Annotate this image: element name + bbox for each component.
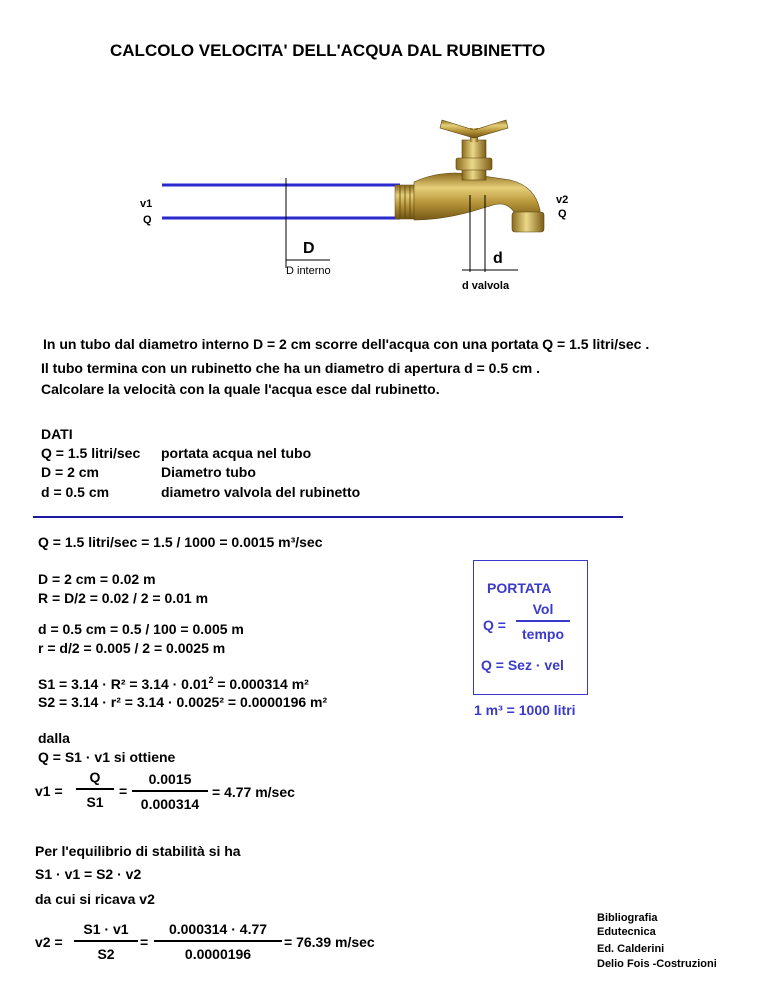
problem-line-2: Il tubo termina con un rubinetto che ha un diametro di apertura d = 0.5 cm . [41,360,541,376]
v1-fraction-symbolic: Q S1 [76,769,114,810]
biblio-heading: Bibliografia [597,912,658,924]
biblio-line-2: Ed. Calderini [597,943,665,955]
continuity-equation: S1 · v1 = S2 · v2 [35,866,142,882]
dati-q-expr: Q = 1.5 litri/sec [41,445,141,461]
section-divider [33,516,623,518]
dati-D-desc: Diametro tubo [161,464,256,480]
portata-fraction: Vol tempo [516,601,570,642]
dati-q-desc: portata acqua nel tubo [161,445,312,461]
v1-result: = 4.77 m/sec [212,784,295,800]
ricava-label: da cui si ricava v2 [35,891,155,907]
v2-result: = 76.39 m/sec [284,934,375,950]
pipe-and-faucet-drawing [0,100,776,300]
v1-fraction-numeric: 0.0015 0.000314 [132,771,208,812]
d-valvola-label: d valvola [462,280,510,292]
q-conversion: Q = 1.5 litri/sec = 1.5 / 1000 = 0.0015 m³/sec [38,534,323,550]
R-calculation: R = D/2 = 0.02 / 2 = 0.01 m [38,590,209,606]
v1-lhs: v1 = [35,783,63,799]
q-right-label: Q [558,208,567,220]
v1-label: v1 [140,198,153,210]
r-calculation: r = d/2 = 0.005 / 2 = 0.0025 m [38,640,226,656]
dati-heading: DATI [41,426,73,442]
d-symbol: d [493,250,503,267]
problem-line-3: Calcolare la velocità con la quale l'acqua esce dal rubinetto. [41,381,440,397]
q-left-label: Q [143,214,152,226]
D-symbol: D [303,240,315,257]
portata-heading: PORTATA [487,580,552,596]
biblio-line-1: Edutecnica [597,926,656,938]
v2-fraction-numeric: 0.000314 · 4.77 0.0000196 [154,921,282,962]
portata-formula: Q = Sez · vel [481,657,564,673]
d-conversion: d = 0.5 cm = 0.5 / 100 = 0.005 m [38,621,244,637]
s1-formula: $S1 = 3.14 \cdot R^2 = 3.14 \cdot 0.01^2 = 0.000314$ m² [38,675,309,692]
v2-lhs: v2 = [35,934,63,950]
v2-fraction-symbolic: S1 · v1 S2 [74,921,138,962]
biblio-line-3: Delio Fois -Costruzioni [597,958,717,970]
v2-label: v2 [556,194,569,206]
dati-d-expr: d = 0.5 cm [41,484,110,500]
dati-D-expr: D = 2 cm [41,464,99,480]
D-conversion: D = 2 cm = 0.02 m [38,571,156,587]
equilibrium-statement: Per l'equilibrio di stabilità si ha [35,843,241,859]
dati-d-desc: diametro valvola del rubinetto [161,484,361,500]
v2-equals: = [140,934,149,950]
dalla-label: dalla [38,730,70,746]
problem-line-1: In un tubo dal diametro interno D = 2 cm scorre dell'acqua con una portata Q = 1.5 litri/sec . [43,336,650,352]
portata-q-lhs: Q = [483,617,506,633]
unit-note: 1 m³ = 1000 litri [474,702,576,718]
s2-formula: S2 = 3.14 · r² = 3.14 · 0.0025² = 0.0000196 m² [38,694,328,710]
v1-equals: = [119,783,128,799]
q-equation: Q = S1 · v1 si ottiene [38,749,176,765]
D-interno-label: D interno [286,265,331,277]
page-title: CALCOLO VELOCITA' DELL'ACQUA DAL RUBINETTO [110,41,546,60]
